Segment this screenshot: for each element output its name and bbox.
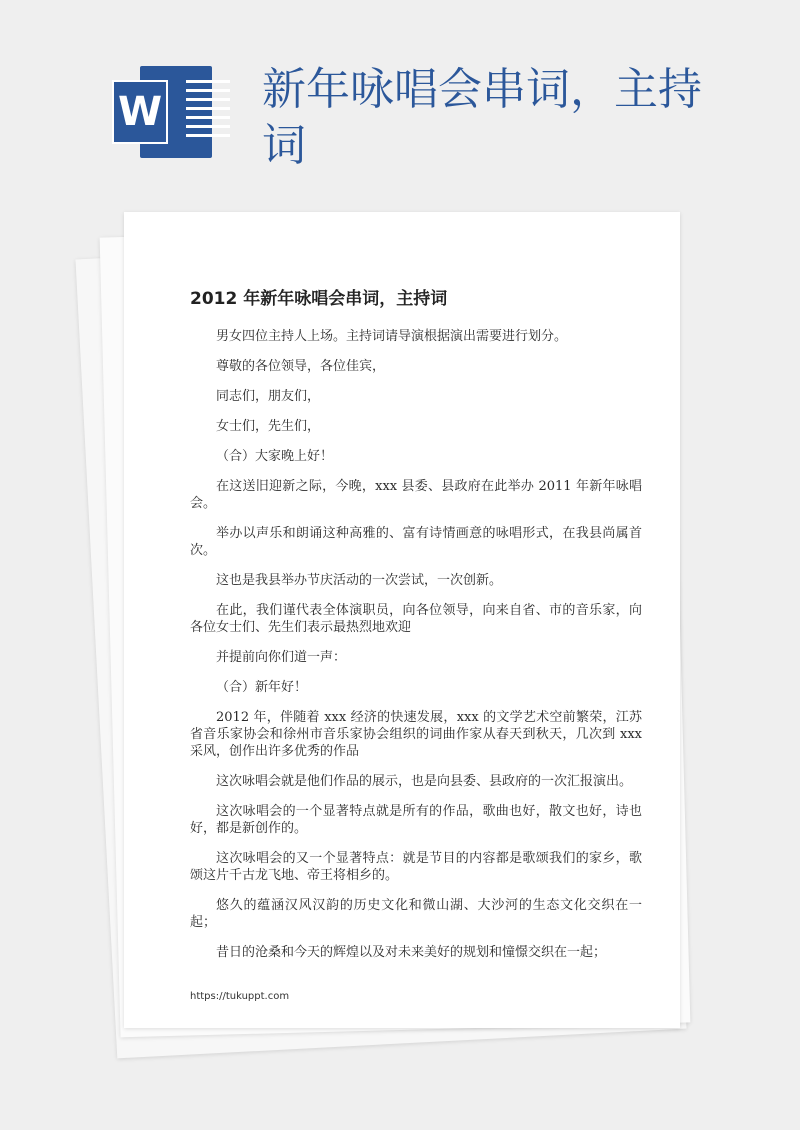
paragraph: 尊敬的各位领导，各位佳宾， <box>216 359 386 374</box>
paragraph: （合）大家晚上好！ <box>216 449 334 464</box>
header-banner <box>0 0 800 200</box>
paragraph: 这次咏唱会的又一个显著特点：就是节目的内容都是歌颂我们的家乡，歌颂这片千古龙飞地、帝王将相乡的。 <box>190 851 642 883</box>
paragraph: 这次咏唱会的一个显著特点就是所有的作品，歌曲也好，散文也好，诗也好，都是新创作的。 <box>190 804 642 836</box>
word-icon-letter: W <box>112 80 168 144</box>
paragraph: 在此，我们谨代表全体演职员，向各位领导，向来自省、市的音乐家，向各位女士们、先生们表示最热烈地欢迎 <box>190 603 642 635</box>
paragraph: 悠久的蕴涵汉风汉韵的历史文化和微山湖、大沙河的生态文化交织在一起； <box>190 898 642 930</box>
document-body <box>190 328 642 974</box>
paragraph: 女士们，先生们， <box>216 419 321 434</box>
document-title: 新年咏唱会串词，主持词 <box>262 64 702 171</box>
paragraph: 昔日的沧桑和今天的辉煌以及对未来美好的规划和憧憬交织在一起； <box>216 945 607 960</box>
paragraph: 这次咏唱会就是他们作品的展示，也是向县委、县政府的一次汇报演出。 <box>216 774 633 789</box>
paragraph: 2012 年，伴随着 xxx 经济的快速发展，xxx 的文学艺术空前繁荣，江苏省音乐家协会和徐州市音乐家协会组织的词曲作家从春天到秋天，几次到 xxx 采风，创作出许多优秀的作品 <box>190 710 642 759</box>
paragraph: 同志们，朋友们， <box>216 389 321 404</box>
paragraph: （合）新年好！ <box>216 680 308 695</box>
paragraph: 在这送旧迎新之际，今晚，xxx 县委、县政府在此举办 2011 年新年咏唱会。 <box>190 479 642 511</box>
paragraph: 举办以声乐和朗诵这种高雅的、富有诗情画意的咏唱形式，在我县尚属首次。 <box>190 526 642 558</box>
footer-url: https://tukuppt.com <box>190 991 290 1002</box>
paragraph: 并提前向你们道一声： <box>216 650 347 665</box>
paragraph: 这也是我县举办节庆活动的一次尝试，一次创新。 <box>216 573 503 588</box>
word-document-icon <box>112 66 212 158</box>
page-heading: 2012 年新年咏唱会串词，主持词 <box>190 289 448 309</box>
word-icon-lines <box>186 80 230 144</box>
paragraph: 男女四位主持人上场。主持词请导演根据演出需要进行划分。 <box>216 329 568 344</box>
